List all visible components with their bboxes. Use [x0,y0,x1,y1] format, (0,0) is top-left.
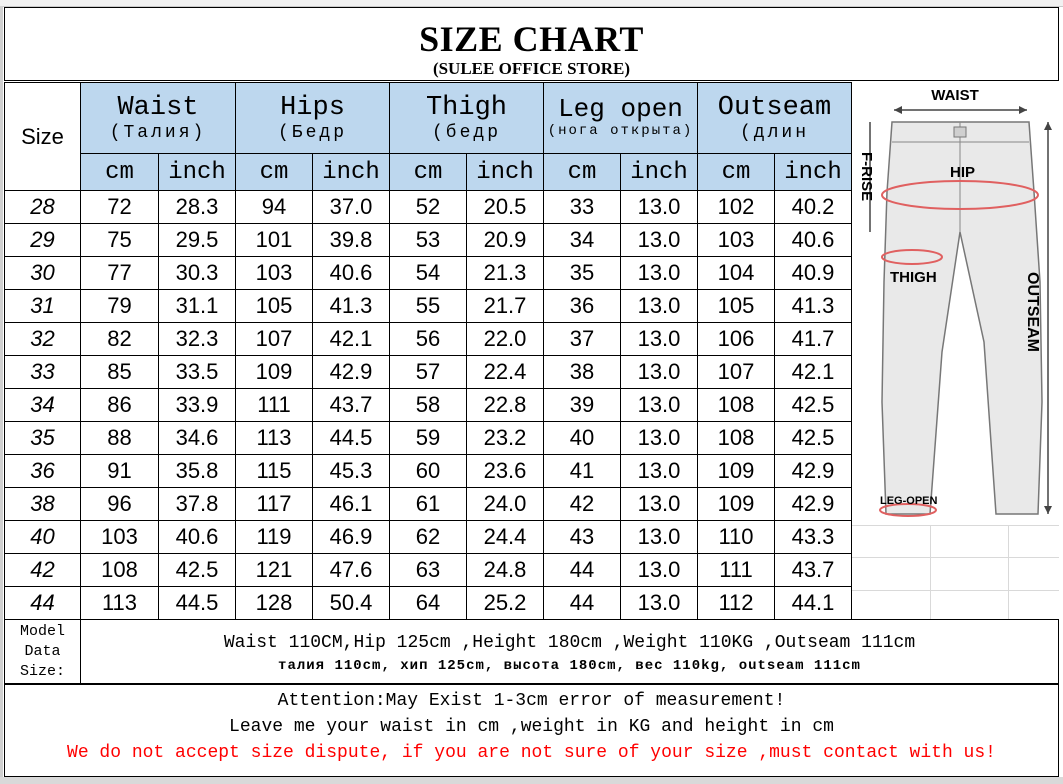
measurement-cell: 30.3 [159,257,236,290]
size-cell: 33 [5,356,81,389]
measurement-cell: 103 [236,257,313,290]
measurement-cell: 33.5 [159,356,236,389]
waist-label: Waist [117,92,199,123]
frise-diagram-label: F-RISE [858,152,875,202]
measurement-cell: 121 [236,554,313,587]
measurement-cell: 37 [544,323,621,356]
measurement-cell: 86 [81,389,159,422]
measurement-cell: 44.1 [775,587,852,620]
hips-group-header [236,83,390,154]
unit-header: cm [544,154,621,191]
measurement-cell: 36 [544,290,621,323]
measurement-cell: 13.0 [621,257,698,290]
measurement-cell: 110 [698,521,775,554]
table-row [5,257,852,290]
title-box [4,7,1059,81]
measurement-cell: 59 [390,422,467,455]
unit-header: inch [621,154,698,191]
unit-header: cm [81,154,159,191]
measurement-cell: 38 [544,356,621,389]
measurement-cell: 94 [236,191,313,224]
measurement-cell: 85 [81,356,159,389]
measurement-cell: 103 [698,224,775,257]
size-header: Size [5,83,81,191]
size-cell: 35 [5,422,81,455]
measurement-cell: 42.9 [313,356,390,389]
size-cell: 31 [5,290,81,323]
measurement-cell: 108 [81,554,159,587]
measurement-cell: 107 [698,356,775,389]
measurement-cell: 13.0 [621,521,698,554]
measurement-cell: 103 [81,521,159,554]
size-cell: 40 [5,521,81,554]
measurement-cell: 88 [81,422,159,455]
measurement-cell: 13.0 [621,488,698,521]
hip-diagram-label: HIP [950,164,976,181]
size-cell: 32 [5,323,81,356]
size-cell: 28 [5,191,81,224]
measurement-cell: 113 [81,587,159,620]
size-table [4,82,852,620]
table-row [5,521,852,554]
measurement-cell: 37.0 [313,191,390,224]
measurement-cell: 107 [236,323,313,356]
measurement-cell: 13.0 [621,290,698,323]
measurement-cell: 58 [390,389,467,422]
measurement-cell: 22.0 [467,323,544,356]
unit-header: cm [390,154,467,191]
measurement-cell: 24.4 [467,521,544,554]
measurement-cell: 41.7 [775,323,852,356]
unit-header: cm [698,154,775,191]
model-measurements-ru: талия 110cm, хип 125cm, высота 180cm, вес 110kg, outseam 111cm [278,658,861,674]
measurement-cell: 44 [544,587,621,620]
size-cell: 30 [5,257,81,290]
measurement-cell: 104 [698,257,775,290]
measurement-cell: 21.3 [467,257,544,290]
pants-diagram [852,82,1059,619]
size-cell: 29 [5,224,81,257]
sheet-gridline [852,590,1059,591]
unit-header: inch [313,154,390,191]
measurement-cell: 43.7 [313,389,390,422]
table-row [5,488,852,521]
measurement-cell: 109 [698,488,775,521]
measurement-cell: 44.5 [159,587,236,620]
sheet-gridline [852,557,1059,558]
sheet-bottom-strip [0,777,1063,784]
measurement-cell: 33.9 [159,389,236,422]
measurement-cell: 40 [544,422,621,455]
warning-line: We do not accept size dispute, if you are not sure of your size ,must contact with us! [67,743,996,763]
measurement-cell: 42.5 [775,422,852,455]
measurement-cell: 42.1 [313,323,390,356]
outseam-group-header [698,83,852,154]
measurement-cell: 43 [544,521,621,554]
measurement-cell: 24.0 [467,488,544,521]
measurement-cell: 39.8 [313,224,390,257]
model-data-box [80,619,1059,684]
leg-open-group-header [544,83,698,154]
measurement-cell: 57 [390,356,467,389]
measurement-cell: 13.0 [621,323,698,356]
page-title: SIZE CHART [419,19,644,59]
measurement-cell: 75 [81,224,159,257]
measurement-cell: 20.9 [467,224,544,257]
measurement-cell: 60 [390,455,467,488]
measurement-cell: 52 [390,191,467,224]
attention-box [4,684,1059,777]
measurement-cell: 13.0 [621,422,698,455]
measurement-cell: 41.3 [313,290,390,323]
size-cell: 38 [5,488,81,521]
measurement-cell: 37.8 [159,488,236,521]
size-cell: 42 [5,554,81,587]
table-row [5,191,852,224]
measurement-cell: 112 [698,587,775,620]
measurement-cell: 40.6 [313,257,390,290]
measurement-cell: 43.3 [775,521,852,554]
unit-header: inch [467,154,544,191]
thigh-label: Thigh [425,92,507,123]
measurement-cell: 108 [698,389,775,422]
leg-open-label-ru: (нога открыта) [547,123,694,140]
measurement-cell: 62 [390,521,467,554]
measurement-cell: 42.9 [775,488,852,521]
measurement-cell: 34.6 [159,422,236,455]
measurement-cell: 77 [81,257,159,290]
measurement-cell: 13.0 [621,554,698,587]
measurement-cell: 46.9 [313,521,390,554]
measurement-cell: 47.6 [313,554,390,587]
measurement-cell: 96 [81,488,159,521]
measurement-cell: 50.4 [313,587,390,620]
table-row [5,422,852,455]
measurement-cell: 105 [698,290,775,323]
measurement-cell: 13.0 [621,455,698,488]
measurement-cell: 42.9 [775,455,852,488]
measurement-cell: 64 [390,587,467,620]
unit-header: cm [236,154,313,191]
sheet-gridline [930,525,931,619]
waist-diagram-label: WAIST [931,87,979,104]
measurement-cell: 56 [390,323,467,356]
measurement-cell: 28.3 [159,191,236,224]
measurement-cell: 23.2 [467,422,544,455]
measurement-cell: 102 [698,191,775,224]
measurement-cell: 35.8 [159,455,236,488]
measurement-cell: 34 [544,224,621,257]
measurement-cell: 109 [698,455,775,488]
waist-label-ru: (Талия) [109,122,207,143]
table-row [5,224,852,257]
measurement-cell: 13.0 [621,356,698,389]
sheet-gridline [1008,525,1009,619]
measurement-cell: 44.5 [313,422,390,455]
measurement-cell: 39 [544,389,621,422]
measurement-cell: 111 [698,554,775,587]
measurement-cell: 32.3 [159,323,236,356]
measurement-cell: 24.8 [467,554,544,587]
pants-diagram-area [852,82,1059,619]
size-cell: 44 [5,587,81,620]
table-row [5,290,852,323]
measurement-cell: 61 [390,488,467,521]
outseam-diagram-label: OUTSEAM [1024,272,1041,352]
measurement-cell: 43.7 [775,554,852,587]
measurement-cell: 101 [236,224,313,257]
measurement-cell: 41.3 [775,290,852,323]
measurement-cell: 111 [236,389,313,422]
sheet-top-strip [0,0,1063,7]
measurement-cell: 41 [544,455,621,488]
measurement-cell: 13.0 [621,191,698,224]
measurement-cell: 105 [236,290,313,323]
measurement-cell: 106 [698,323,775,356]
measurement-cell: 128 [236,587,313,620]
thigh-diagram-label: THIGH [890,269,937,286]
measurement-cell: 13.0 [621,587,698,620]
leg-open-label: Leg open [558,94,683,125]
hips-label-ru: (Бедр [277,122,347,143]
measurement-cell: 13.0 [621,224,698,257]
waist-group-header [81,83,236,154]
measurement-cell: 40.6 [775,224,852,257]
measurement-cell: 23.6 [467,455,544,488]
measurement-cell: 25.2 [467,587,544,620]
measurement-cell: 119 [236,521,313,554]
sheet-left-strip [0,6,3,777]
table-row [5,455,852,488]
unit-header-row [5,154,852,191]
measurement-cell: 72 [81,191,159,224]
measurement-cell: 54 [390,257,467,290]
model-label-line: Model [19,623,65,640]
size-cell: 34 [5,389,81,422]
measurement-cell: 115 [236,455,313,488]
measurement-cell: 22.8 [467,389,544,422]
table-row [5,389,852,422]
thigh-group-header [390,83,544,154]
leg-open-diagram-label: LEG-OPEN [880,495,938,507]
measurement-cell: 21.7 [467,290,544,323]
table-row [5,323,852,356]
measurement-cell: 109 [236,356,313,389]
measurement-cell: 63 [390,554,467,587]
measurement-cell: 46.1 [313,488,390,521]
measurement-cell: 91 [81,455,159,488]
store-subtitle: (SULEE OFFICE STORE) [432,59,631,78]
measurement-cell: 33 [544,191,621,224]
table-row [5,356,852,389]
measurement-cell: 20.5 [467,191,544,224]
measurement-cell: 117 [236,488,313,521]
measurement-cell: 108 [698,422,775,455]
measurement-cell: 22.4 [467,356,544,389]
table-row [5,554,852,587]
measurement-cell: 42 [544,488,621,521]
outseam-label-ru: (длин [739,122,809,143]
measurement-cell: 40.6 [159,521,236,554]
measurement-cell: 79 [81,290,159,323]
unit-header: inch [775,154,852,191]
model-label-line: Size: [19,663,65,680]
measurement-cell: 113 [236,422,313,455]
size-cell: 36 [5,455,81,488]
measurement-cell: 31.1 [159,290,236,323]
measurement-cell: 35 [544,257,621,290]
thigh-label-ru: (бедр [431,122,501,143]
measurement-cell: 40.2 [775,191,852,224]
sheet-gridline [852,525,1059,526]
model-measurements-en: Waist 110CM,Hip 125cm ,Height 180cm ,Weight 110KG ,Outseam 111cm [223,633,916,653]
model-data-label [4,619,81,684]
button-icon [954,127,966,137]
measurement-cell: 42.1 [775,356,852,389]
hips-label: Hips [280,92,345,123]
measurement-cell: 13.0 [621,389,698,422]
attention-line: Attention:May Exist 1-3cm error of measurement! [277,691,786,711]
measurement-cell: 55 [390,290,467,323]
group-header-row [5,83,852,154]
measurement-cell: 29.5 [159,224,236,257]
measurement-cell: 42.5 [775,389,852,422]
model-label-line: Data [24,643,61,660]
measurement-cell: 44 [544,554,621,587]
measurement-cell: 53 [390,224,467,257]
measurement-cell: 42.5 [159,554,236,587]
table-row [5,587,852,620]
measurement-cell: 82 [81,323,159,356]
instruction-line: Leave me your waist in cm ,weight in KG and height in cm [229,717,834,737]
outseam-label: Outseam [717,92,832,123]
measurement-cell: 40.9 [775,257,852,290]
measurement-cell: 45.3 [313,455,390,488]
unit-header: inch [159,154,236,191]
